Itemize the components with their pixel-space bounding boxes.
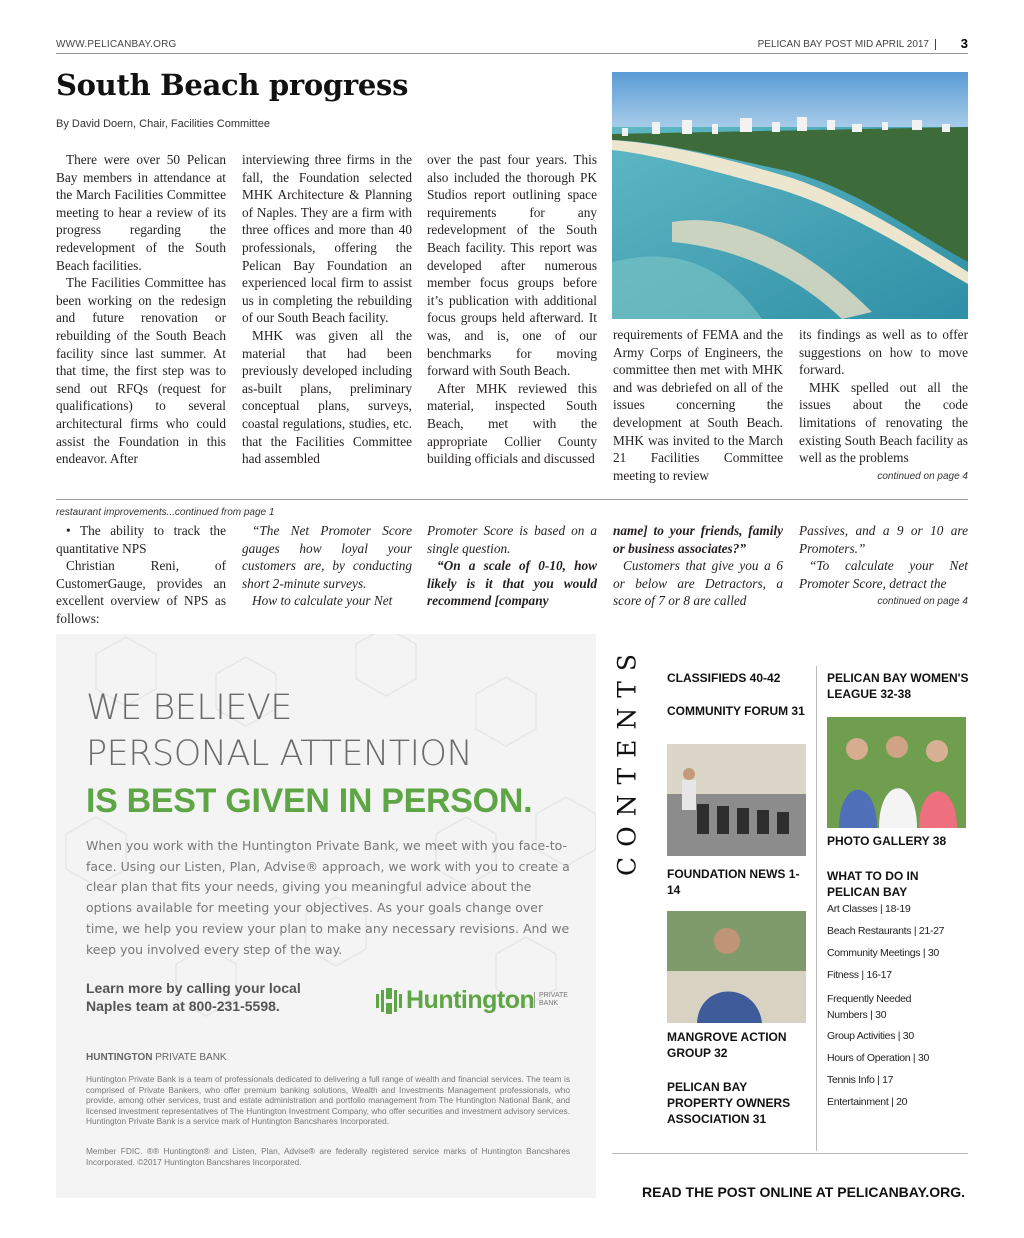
restaurant-column-4: name] to your friends, family or business associates?” Customers that give you a 6 or below are Detractors, a score of 7 or 8 are called	[613, 523, 783, 609]
ad-body: When you work with the Huntington Private Bank, we meet with you face-to-face. Using our Listen, Plan, Advise® approach, we work with you to create a clear plan that fits your needs, giving you meaningful advice about the options available for meeting your objectives. As your goals change over time, we help you review your plan to make any necessary revisions. And we keep you involved every step of the way.	[86, 838, 570, 957]
article-column-2: interviewing three firms in the fall, the Foundation selected MHK Architecture & Planning of Naples. They are a firm with three offices and more than 40 professionals, offering the Pelican Bay Foundation an experienced local firm to assist us in completing the rebuilding of our South Beach facility. MHK was given all the material that had been previously developed including as-built plans, preliminary conceptual plans, surveys, coastal regulations, studies, etc. that the Facilities Committee had assembled	[242, 152, 412, 467]
page-header	[56, 38, 968, 54]
toc-hours-of-operation[interactable]: Hours of Operation | 30	[827, 1052, 930, 1064]
site-url[interactable]: WWW.PELICANBAY.ORG	[56, 39, 177, 50]
contents-divider	[816, 666, 817, 1151]
huntington-logo-icon	[374, 986, 404, 1016]
toc-frequently-needed-numbers[interactable]: Frequently Needed Numbers | 30	[827, 993, 912, 1021]
ad-headline-1: WE BELIEVE	[86, 688, 292, 728]
logo-private-bank: PRIVATE BANK	[534, 992, 568, 1008]
article-column-1: There were over 50 Pelican Bay members in attendance at the March Facilities Committee meeting to hear a review of its progress regarding the redevelopment of the South Beach facilities. The Facilities Committee has been working on the redesign and future renovation or rebuilding of the South Beach facility since last summer. At that time, the first step was to send out RFQs (request for qualifications) to several architectural firms who could assist the Foundation in this endeavor. After	[56, 152, 226, 467]
toc-tennis-info[interactable]: Tennis Info | 17	[827, 1074, 894, 1086]
restaurant-column-3: Promoter Score is based on a single question. “On a scale of 0-10, how likely is it that you would recommend [company	[427, 523, 597, 609]
restaurant-column-5: Passives, and a 9 or 10 are Promoters.” “To calculate your Net Promoter Score, detract the	[799, 523, 968, 591]
fitness-center-photo	[667, 744, 806, 856]
toc-group-activities[interactable]: Group Activities | 30	[827, 1030, 914, 1042]
ad-headline-2: PERSONAL ATTENTION	[86, 734, 473, 774]
womens-league-photo	[827, 717, 966, 828]
ad-brand-line: HUNTINGTON PRIVATE BANK	[86, 1052, 227, 1063]
ad-legal-notice: Member FDIC. ®® Huntington® and Listen, Plan, Advise® are federally registered service marks of Huntington Bancshares Incorporated. ©2017 Huntington Bancshares Incorporated.	[86, 1146, 570, 1167]
logo-wordmark: Huntington	[406, 986, 535, 1014]
ad-call-to-action[interactable]: Learn more by calling your local Naples team at 800-231-5598.	[86, 980, 301, 1014]
toc-property-owners[interactable]: PELICAN BAY PROPERTY OWNERS ASSOCIATION 31	[667, 1080, 791, 1126]
huntington-logo	[374, 986, 574, 1018]
section-divider	[56, 499, 968, 500]
ad-headline-3: IS BEST GIVEN IN PERSON.	[86, 782, 533, 820]
toc-community-forum[interactable]: COMMUNITY FORUM 31	[667, 704, 805, 718]
toc-womens-league[interactable]: PELICAN BAY WOMEN'S LEAGUE 32-38	[827, 671, 969, 701]
mangrove-speaker-photo	[667, 911, 806, 1023]
toc-art-classes[interactable]: Art Classes | 18-19	[827, 903, 911, 915]
ad-fine-print: Huntington Private Bank is a team of professionals dedicated to delivering a full range of wealth and financial services. The team is comprised of Private Bankers, who offer premium banking solutions, Wealth and Investments Management professionals, who provide, among other services, trust and estate administration and portfolio management from The Huntington National Bank, and licensed investment representatives of The Huntington Investment Company, who offer securities and investment advisory services. Huntington Private Bank is a service mark of Huntington Bancshares Incorporated.	[86, 1074, 570, 1127]
read-online-link[interactable]: READ THE POST ONLINE AT PELICANBAY.ORG.	[642, 1184, 966, 1200]
toc-classifieds[interactable]: CLASSIFIEDS 40-42	[667, 671, 781, 685]
toc-foundation-news[interactable]: FOUNDATION NEWS 1-14	[667, 867, 800, 897]
toc-photo-gallery[interactable]: PHOTO GALLERY 38	[827, 834, 947, 848]
restaurant-column-2: “The Net Promoter Score gauges how loyal your customers are, by conducting short 2-minute surveys. How to calculate your Net	[242, 523, 412, 609]
south-beach-aerial-photo	[612, 72, 968, 319]
article-column-3: over the past four years. This also included the thorough PK Studios report outlining space requirements for any redevelopment of the South Beach facility. This report was developed after numerous member focus groups before it’s publication with additional focus groups held afterward. It was, and is, one of our benchmarks for moving forward with South Beach. After MHK reviewed this material, inspected South Beach, met with the appropriate Collier County building officials and discussed	[427, 152, 597, 467]
huntington-advertisement[interactable]	[56, 634, 596, 1198]
restaurant-continued-note: restaurant improvements...continued from page 1	[56, 507, 275, 518]
restaurant-continued-page: continued on page 4	[877, 596, 968, 607]
article-column-5: its findings as well as to offer suggestions on how to move forward. MHK spelled out all the issues about the code limitations of renovating the existing South Beach facility as well as the problems	[799, 327, 968, 466]
continued-note: continued on page 4	[877, 471, 968, 482]
toc-entertainment[interactable]: Entertainment | 20	[827, 1096, 908, 1108]
toc-fitness[interactable]: Fitness | 16-17	[827, 969, 892, 981]
article-title: South Beach progress	[56, 68, 409, 102]
contents-heading: CONTENTS	[612, 643, 642, 877]
contents-bottom-rule	[612, 1153, 968, 1154]
article-byline: By David Doern, Chair, Facilities Committee	[56, 118, 270, 130]
issue-label: PELICAN BAY POST MID APRIL 2017	[758, 39, 936, 50]
toc-mangrove-action-group[interactable]: MANGROVE ACTION GROUP 32	[667, 1030, 787, 1060]
toc-community-meetings[interactable]: Community Meetings | 30	[827, 947, 939, 959]
article-column-4: requirements of FEMA and the Army Corps of Engineers, the committee then met with MHK and was debriefed on all of the issues concerning the development at South Beach. MHK was invited to the March 21 Facilities Committee meeting to review	[613, 327, 783, 483]
toc-beach-restaurants[interactable]: Beach Restaurants | 21-27	[827, 925, 945, 937]
toc-what-to-do[interactable]: WHAT TO DO IN PELICAN BAY	[827, 869, 919, 899]
page-number: 3	[960, 36, 968, 51]
restaurant-column-1: • The ability to track the quantitative NPS Christian Reni, of CustomerGauge, provides an excellent overview of NPS as follows:	[56, 523, 226, 626]
